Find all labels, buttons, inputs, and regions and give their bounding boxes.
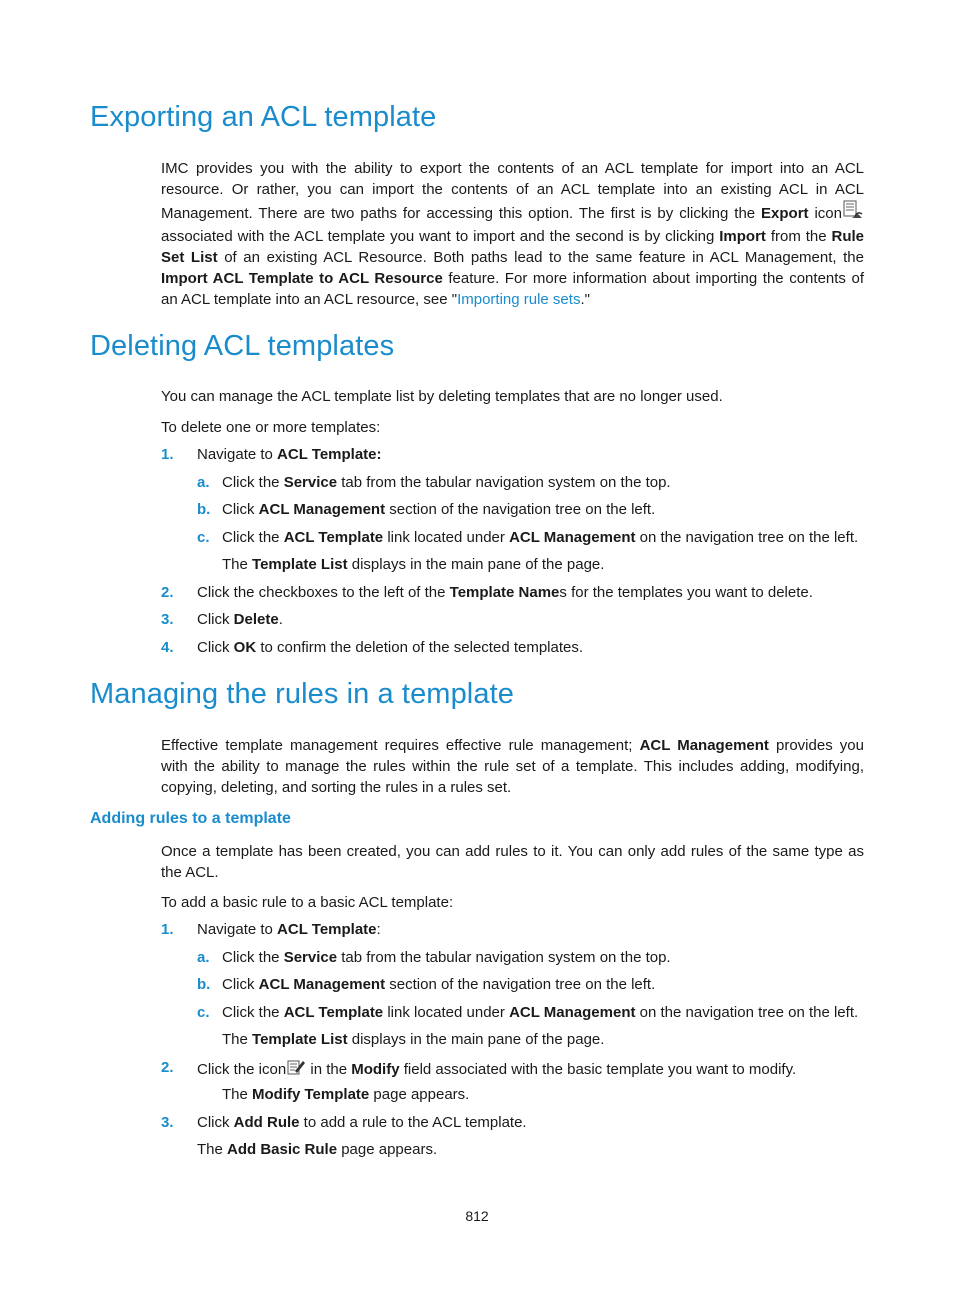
- step-number: 1.: [161, 446, 174, 463]
- export-icon: [842, 200, 864, 226]
- adding-to-add: To add a basic rule to a basic ACL template:: [161, 894, 454, 911]
- deleting-substep-c-result: The Template List displays in the main pane of the page.: [222, 556, 605, 573]
- section-heading-managing: Managing the rules in a template: [90, 678, 514, 710]
- section-heading-exporting: Exporting an ACL template: [90, 101, 437, 133]
- substep-letter: c.: [197, 1004, 210, 1021]
- step-number: 2.: [161, 584, 174, 601]
- adding-step-2-result: The Modify Template page appears.: [222, 1086, 470, 1103]
- step-number: 2.: [161, 1059, 174, 1076]
- adding-step-1: Navigate to ACL Template:: [197, 921, 381, 938]
- deleting-step-2: Click the checkboxes to the left of the Template Names for the templates you want to delete.: [197, 584, 813, 601]
- substep-letter: a.: [197, 949, 210, 966]
- substep-letter: a.: [197, 474, 210, 491]
- importing-rule-sets-link[interactable]: Importing rule sets: [457, 291, 581, 308]
- subsection-heading-adding: Adding rules to a template: [90, 810, 291, 827]
- adding-step-3: Click Add Rule to add a rule to the ACL template.: [197, 1114, 527, 1131]
- adding-substep-c-result: The Template List displays in the main pane of the page.: [222, 1031, 605, 1048]
- section-heading-deleting: Deleting ACL templates: [90, 330, 395, 362]
- managing-paragraph: Effective template management requires effective rule management; ACL Management provides you with the ability to manage the rules within the rule set of a template. This includes adding, modifying, copying, deleting, and sorting the rules in a rules set.: [161, 737, 864, 796]
- step-number: 3.: [161, 611, 174, 628]
- step-number: 3.: [161, 1114, 174, 1131]
- deleting-to-delete: To delete one or more templates:: [161, 419, 381, 436]
- modify-icon: [286, 1058, 306, 1082]
- adding-step-2: Click the icon in the Modify field associated with the basic template you want to modify.: [197, 1058, 796, 1082]
- deleting-intro: You can manage the ACL template list by deleting templates that are no longer used.: [161, 388, 723, 405]
- substep-letter: b.: [197, 976, 211, 993]
- adding-substep-a: Click the Service tab from the tabular navigation system on the top.: [222, 949, 671, 966]
- step-number: 4.: [161, 639, 174, 656]
- substep-letter: c.: [197, 529, 210, 546]
- adding-substep-c: Click the ACL Template link located under ACL Management on the navigation tree on the left.: [222, 1004, 859, 1021]
- deleting-step-1: Navigate to ACL Template:: [197, 446, 382, 463]
- deleting-step-3: Click Delete.: [197, 611, 283, 628]
- deleting-step-4: Click OK to confirm the deletion of the selected templates.: [197, 639, 584, 656]
- deleting-substep-c: Click the ACL Template link located under ACL Management on the navigation tree on the left.: [222, 529, 859, 546]
- exporting-paragraph: IMC provides you with the ability to export the contents of an ACL template for import into an ACL resource. Or rather, you can import the contents of an ACL template into an existing ACL in ACL Management. There are two paths for accessing this option. The first is by clicking the Export icon associated with the ACL template you want to import and the second is by clicking Import from the Rule Set List of an existing ACL Resource. Both paths lead to the same feature in ACL Management, the Import ACL Template to ACL Resource feature. For more information about importing the contents of an ACL template into an ACL resource, see "Importing rule sets.": [161, 160, 864, 308]
- step-number: 1.: [161, 921, 174, 938]
- substep-letter: b.: [197, 501, 211, 518]
- deleting-substep-a: Click the Service tab from the tabular navigation system on the top.: [222, 474, 671, 491]
- adding-intro: Once a template has been created, you can add rules to it. You can only add rules of the same type as the ACL.: [161, 843, 864, 881]
- adding-step-3-result: The Add Basic Rule page appears.: [197, 1141, 438, 1158]
- deleting-substep-b: Click ACL Management section of the navigation tree on the left.: [222, 501, 656, 518]
- page-number: 812: [465, 1208, 489, 1224]
- adding-substep-b: Click ACL Management section of the navigation tree on the left.: [222, 976, 656, 993]
